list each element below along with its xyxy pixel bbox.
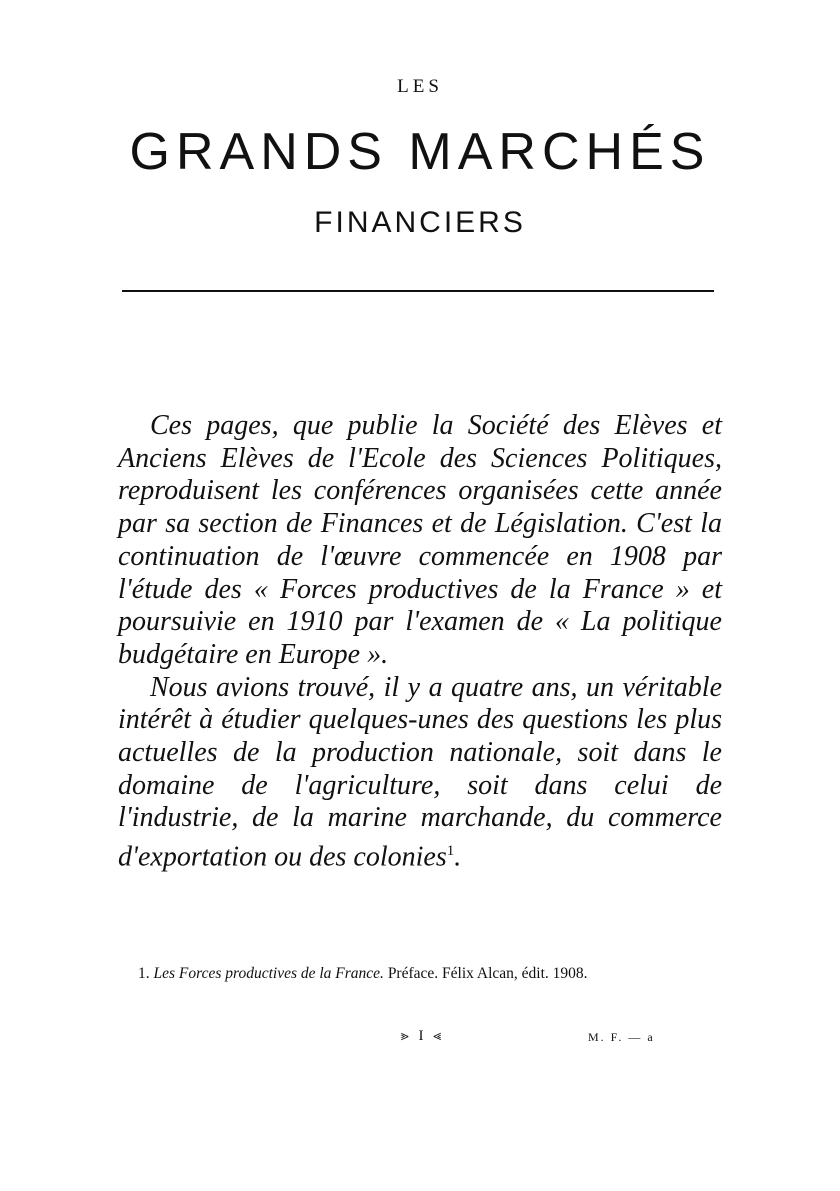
title-rule: [122, 290, 714, 292]
footnote-reference[interactable]: 1: [446, 843, 455, 860]
ornament-left-icon: ⪢: [400, 1029, 409, 1044]
page-subtitle: FINANCIERS: [314, 206, 526, 239]
body-text: [118, 410, 722, 874]
footnote: [118, 964, 722, 984]
page-number-block: [386, 1028, 456, 1045]
ornament-right-icon: ⪡: [433, 1029, 442, 1044]
footnote-title: Les Forces productives de la France.: [153, 965, 384, 982]
footnote-text: Préface. Félix Alcan, édit. 1908.: [383, 965, 588, 982]
paragraph-2-end: .: [454, 841, 462, 873]
footnote-number: 1.: [138, 965, 150, 982]
page-title: GRANDS MARCHÉS: [129, 123, 711, 181]
pretitle: LES: [397, 76, 443, 97]
paragraph-2: [118, 672, 722, 875]
paragraph-1: Ces pages, que publie la Société des Elèves et Anciens Elèves de l'Ecole des Sciences Politiques, reproduisent les conférences organisées cette année par sa section de Finances et de Législation. C'est la continuation de l'œuvre commencée en 1908 par l'étude des « Forces productives de la France » et poursuivie en 1910 par l'examen de « La politique budgétaire en Europe ».: [118, 410, 722, 670]
paragraph-2-text: Nous avions trouvé, il y a quatre ans, un véritable intérêt à étudier quelques-unes des questions les plus actuelles de la production nationale, soit dans le domaine de l'agriculture, soit dans celui de l'industrie, de la marine marchande, du commerce d'exportation ou des colonies: [118, 671, 722, 873]
page-number: I: [418, 1028, 424, 1044]
signature-mark: M. F. — a: [588, 1030, 655, 1044]
